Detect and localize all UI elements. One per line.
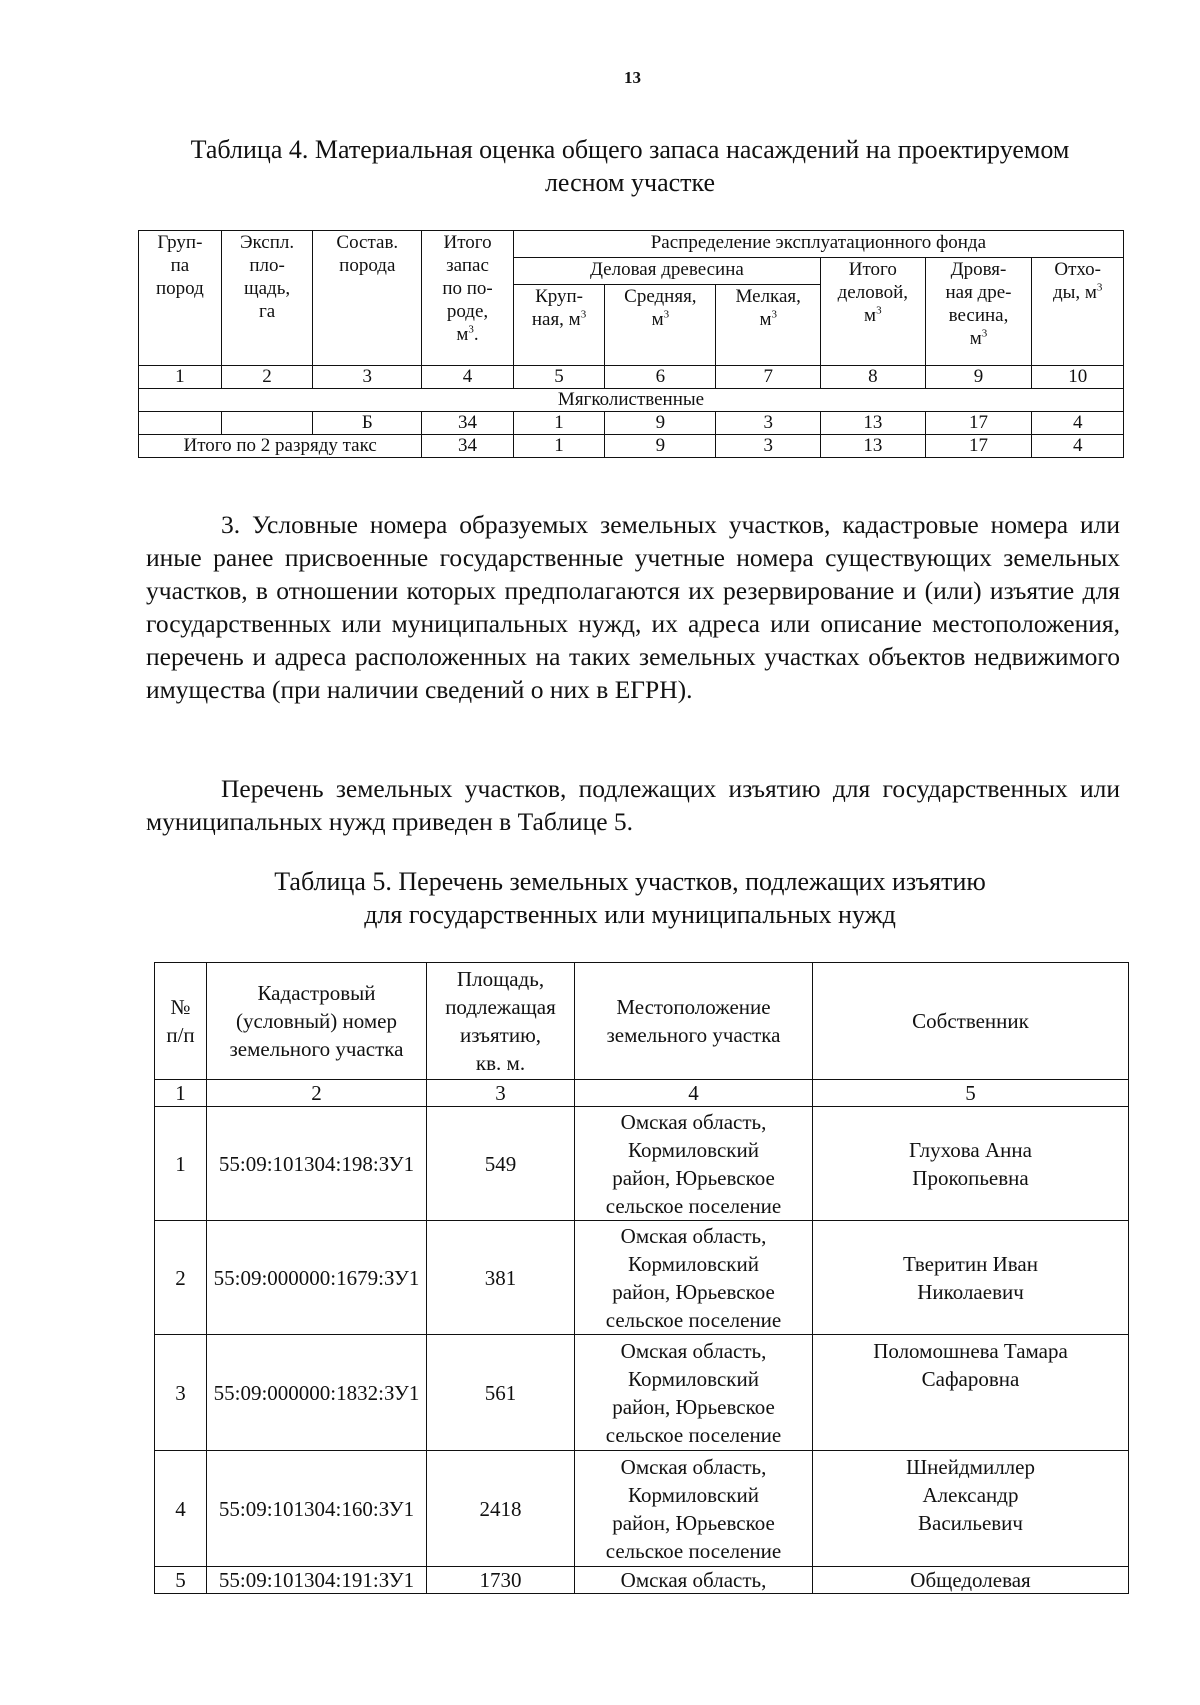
- table4-header-business-wood: Деловая древесина: [513, 258, 820, 285]
- table4-header-area: Экспл. пло- щадь, га: [221, 231, 313, 366]
- table5-cell-cadastral: 55:09:101304:198:ЗУ1: [207, 1107, 427, 1221]
- table4-cell-total-business: 13: [821, 412, 926, 435]
- table4-header-row: [139, 231, 1124, 258]
- table5-header-area: Площадь, подлежащая изъятию, кв. м.: [427, 963, 575, 1080]
- table5-cell-cadastral: 55:09:000000:1832:ЗУ1: [207, 1335, 427, 1451]
- table4-caption: [140, 133, 1120, 199]
- table4-header-group: Груп- па пород: [139, 231, 222, 366]
- table4-cell-species: Б: [313, 412, 422, 435]
- table5-cell-num: 1: [155, 1107, 207, 1221]
- table4-column-number: 8: [821, 366, 926, 389]
- table5-cell-area: 2418: [427, 1451, 575, 1567]
- table5-caption-line2: для государственных или муниципальных нужд: [364, 900, 896, 929]
- table5-cell-cadastral: 55:09:101304:191:ЗУ1: [207, 1567, 427, 1594]
- table5-cell-area: 549: [427, 1107, 575, 1221]
- table4-column-number: 5: [513, 366, 605, 389]
- table4-cell-group: [139, 412, 222, 435]
- table5-column-numbers-row: [155, 1080, 1129, 1107]
- table4-column-number: 4: [422, 366, 514, 389]
- table4-column-number: 3: [313, 366, 422, 389]
- table4-cell-waste: 4: [1032, 412, 1124, 435]
- table4-total-small: 3: [716, 435, 821, 458]
- table4-column-numbers-row: [139, 366, 1124, 389]
- table5-cell-owner: Поломошнева Тамара Сафаровна: [813, 1335, 1129, 1451]
- table5-column-number: 2: [207, 1080, 427, 1107]
- table4-cell-medium: 9: [605, 412, 716, 435]
- table5-cell-owner: Шнейдмиллер Александр Васильевич: [813, 1451, 1129, 1567]
- table5-header-owner: Собственник: [813, 963, 1129, 1080]
- table4-total-business: 13: [821, 435, 926, 458]
- paragraph-list-intro: Перечень земельных участков, подлежащих изъятию для государственных или муниципальных нужд приведен в Таблице 5.: [146, 774, 1120, 836]
- table4-data-row: [139, 412, 1124, 435]
- table5-header-cadastral: Кадастровый (условный) номер земельного участка: [207, 963, 427, 1080]
- table5-row: [155, 1107, 1129, 1221]
- table5-header-num: № п/п: [155, 963, 207, 1080]
- table5-cell-location: Омская область, Кормиловский район, Юрьевское сельское поселение: [575, 1451, 813, 1567]
- table5: [154, 962, 1129, 1594]
- page-number: 13: [624, 68, 641, 87]
- table4-column-number: 2: [221, 366, 313, 389]
- table5-cell-location: Омская область, Кормиловский район, Юрьевское сельское поселение: [575, 1107, 813, 1221]
- table5-cell-area: 1730: [427, 1567, 575, 1594]
- table4-total-firewood: 17: [925, 435, 1032, 458]
- table5-caption-line1: Таблица 5. Перечень земельных участков, подлежащих изъятию: [274, 867, 986, 896]
- table4-header-composition: Состав. порода: [313, 231, 422, 366]
- table5-cell-area: 381: [427, 1221, 575, 1335]
- table5-column-number: 3: [427, 1080, 575, 1107]
- table4-cell-small: 3: [716, 412, 821, 435]
- table4-cell-large: 1: [513, 412, 605, 435]
- paragraph-3: 3. Условные номера образуемых земельных участков, кадастровые номера или иные ранее присвоенные государственные учетные номера существующих земельных участков, в отношении которых предполагаются их резервирование и (или) изъятие для государственных или муниципальных нужд, их адреса или описание местоположения, перечень и адреса расположенных на таких земельных участках объектов недвижимого имущества (при наличии сведений о них в ЕГРН).: [146, 510, 1120, 704]
- table4-section-label: Мягколиственные: [139, 389, 1124, 412]
- table5-cell-owner: Общедолевая: [813, 1567, 1129, 1594]
- table5-cell-location: Омская область,: [575, 1567, 813, 1594]
- table5-column-number: 1: [155, 1080, 207, 1107]
- table4-header-waste: Отхо- ды, $м^3$: [1032, 258, 1124, 366]
- table4-header-large: Круп- ная, $м^3$: [513, 285, 605, 366]
- table5-cell-location: Омская область, Кормиловский район, Юрьевское сельское поселение: [575, 1335, 813, 1451]
- table5-cell-cadastral: 55:09:000000:1679:ЗУ1: [207, 1221, 427, 1335]
- table5-header-location: Местоположение земельного участка: [575, 963, 813, 1080]
- table4-total-large: 1: [513, 435, 605, 458]
- table4-column-number: 6: [605, 366, 716, 389]
- table5-row: [155, 1451, 1129, 1567]
- table5-cell-owner: Тверитин Иван Николаевич: [813, 1221, 1129, 1335]
- table4-total-waste: 4: [1032, 435, 1124, 458]
- table5-cell-cadastral: 55:09:101304:160:ЗУ1: [207, 1451, 427, 1567]
- table4: [138, 230, 1124, 458]
- table5-cell-num: 2: [155, 1221, 207, 1335]
- table4-cell-area: [221, 412, 313, 435]
- table4-header-medium: Средняя, $м^3$: [605, 285, 716, 366]
- table5-cell-location: Омская область, Кормиловский район, Юрьевское сельское поселение: [575, 1221, 813, 1335]
- table5-header-row: [155, 963, 1129, 1080]
- table4-caption-line2: лесном участке: [544, 168, 716, 197]
- table4-column-number: 7: [716, 366, 821, 389]
- table4-cell-total: 34: [422, 412, 514, 435]
- table4-column-number: 1: [139, 366, 222, 389]
- table4-header-total-business: Итого деловой, $м^3$: [821, 258, 926, 366]
- table5-column-number: 4: [575, 1080, 813, 1107]
- table4-column-number: 10: [1032, 366, 1124, 389]
- table4-section-row: [139, 389, 1124, 412]
- table4-total-row: [139, 435, 1124, 458]
- table5-cell-num: 5: [155, 1567, 207, 1594]
- table4-total-label: Итого по 2 разряду такс: [139, 435, 422, 458]
- table4-total-medium: 9: [605, 435, 716, 458]
- table4-total-total: 34: [422, 435, 514, 458]
- table5-cell-area: 561: [427, 1335, 575, 1451]
- table5-row: [155, 1335, 1129, 1451]
- table4-column-number: 9: [925, 366, 1032, 389]
- table4-header-distribution: Распределение эксплуатационного фонда: [513, 231, 1123, 258]
- table5-caption: [220, 865, 1040, 931]
- table5-cell-num: 3: [155, 1335, 207, 1451]
- table5-row: [155, 1221, 1129, 1335]
- table4-header-total: Итого запас по по- роде, $м^3$.: [422, 231, 514, 366]
- table5-cell-owner: Глухова Анна Прокопьевна: [813, 1107, 1129, 1221]
- table5-column-number: 5: [813, 1080, 1129, 1107]
- table5-cell-num: 4: [155, 1451, 207, 1567]
- table5-row: [155, 1567, 1129, 1594]
- table4-caption-line1: Таблица 4. Материальная оценка общего запаса насаждений на проектируемом: [190, 135, 1070, 164]
- table4-header-small: Мелкая, $м^3$: [716, 285, 821, 366]
- table4-cell-firewood: 17: [925, 412, 1032, 435]
- table4-header-firewood: Дровя- ная дре- весина, $м^3$: [925, 258, 1032, 366]
